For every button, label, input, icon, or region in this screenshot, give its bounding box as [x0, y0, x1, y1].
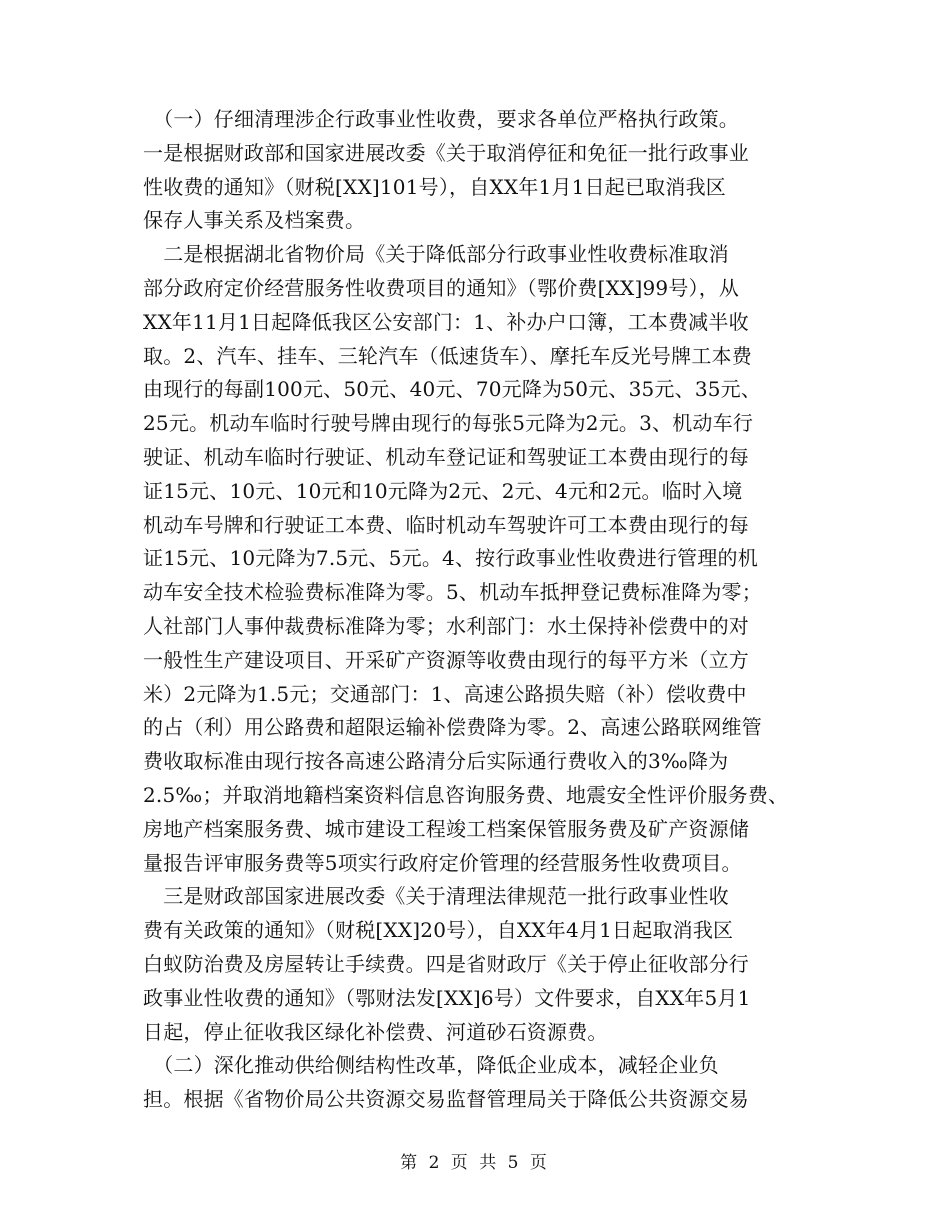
text-line: 证15元、10元降为7.5元、5元。4、按行政事业性收费进行管理的机 — [143, 546, 758, 571]
page-footer — [0, 1151, 950, 1175]
text-line: 日起，停止征收我区绿化补偿费、河道砂石资源费。 — [143, 1019, 608, 1044]
text-line: 2.5‰；并取消地籍档案资料信息咨询服务费、地震安全性评价服务费、 — [143, 782, 789, 807]
text-line: 人社部门人事仲裁费标准降为零；水利部门：水土保持补偿费中的对 — [143, 613, 749, 638]
text-line: 25元。机动车临时行驶号牌由现行的每张5元降为2元。3、机动车行 — [143, 411, 754, 436]
text-line: 米）2元降为1.5元；交通部门：1、高速公路损失赔（补）偿收费中 — [143, 681, 747, 706]
text-line: 部分政府定价经营服务性收费项目的通知》（鄂价费[XX]99号），从 — [143, 275, 740, 300]
text-line: 白蚁防治费及房屋转让手续费。四是省财政厅《关于停止征收部分行 — [143, 951, 749, 976]
text-line: 一般性生产建设项目、开采矿产资源等收费由现行的每平方米（立方 — [143, 647, 749, 672]
text-line: 政事业性收费的通知》（鄂财法发[XX]6号）文件要求，自XX年5月1 — [143, 985, 751, 1010]
text-line: 三是财政部国家进展改委《关于清理法律规范一批行政事业性收 — [143, 884, 729, 909]
text-line: 动车安全技术检验费标准降为零。5、机动车抵押登记费标准降为零； — [143, 580, 762, 605]
text-line: 费有关政策的通知》（财税[XX]20号），自XX年4月1日起取消我区 — [143, 918, 734, 943]
text-line: 由现行的每副100元、50元、40元、70元降为50元、35元、35元、 — [143, 377, 762, 402]
text-line: 驶证、机动车临时行驶证、机动车登记证和驾驶证工本费由现行的每 — [143, 444, 749, 469]
text-line: 费收取标准由现行按各高速公路清分后实际通行费收入的3‰降为 — [143, 749, 729, 774]
text-line: 取。2、汽车、挂车、三轮汽车（低速货车）、摩托车反光号牌工本费 — [143, 343, 752, 368]
text-line: 保存人事关系及档案费。 — [143, 208, 366, 233]
text-line: XX年11月1日起降低我区公安部门：1、补办户口簿，工本费减半收 — [143, 309, 749, 334]
page-number: 第 2 页 共 5 页 — [400, 1153, 550, 1173]
text-line: 性收费的通知》（财税[XX]101号），自XX年1月1日起已取消我区 — [143, 174, 726, 199]
text-line: 量报告评审服务费等5项实行政府定价管理的经营服务性收费项目。 — [143, 850, 742, 875]
document-body — [143, 103, 813, 1117]
text-line: （二）深化推动供给侧结构性改革，降低企业成本，减轻企业负 — [143, 1053, 719, 1078]
text-line: 证15元、10元、10元和10元降为2元、2元、4元和2元。临时入境 — [143, 478, 743, 503]
text-line: 一是根据财政部和国家进展改委《关于取消停征和免征一批行政事业 — [143, 140, 749, 165]
text-line: 二是根据湖北省物价局《关于降低部分行政事业性收费标准取消 — [143, 242, 729, 267]
text-line: （一）仔细清理涉企行政事业性收费，要求各单位严格执行政策。 — [143, 107, 739, 131]
text-line: 机动车号牌和行驶证工本费、临时机动车驾驶许可工本费由现行的每 — [143, 512, 749, 537]
text-line: 担。根据《省物价局公共资源交易监督管理局关于降低公共资源交易 — [143, 1087, 749, 1112]
text-line: 的占（利）用公路费和超限运输补偿费降为零。2、高速公路联网维管 — [143, 715, 762, 740]
text-line: 房地产档案服务费、城市建设工程竣工档案保管服务费及矿产资源储 — [143, 816, 749, 841]
